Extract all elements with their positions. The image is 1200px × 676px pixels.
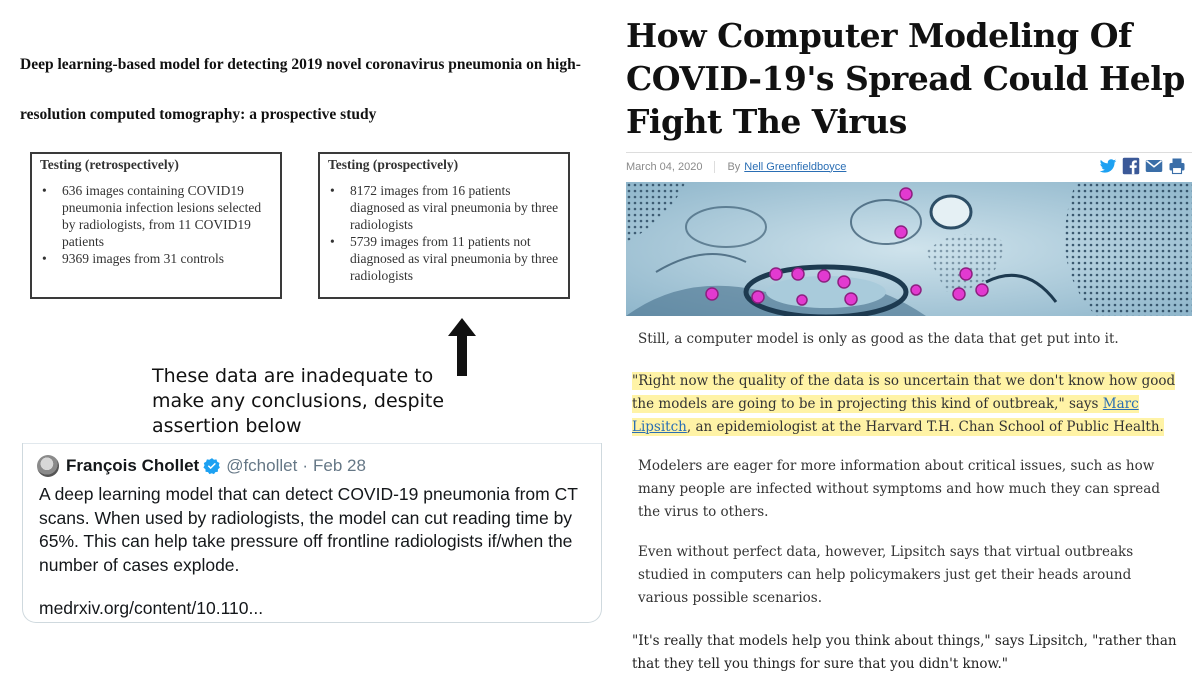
twitter-icon[interactable] xyxy=(1099,157,1117,175)
separator-dot: · xyxy=(302,456,308,475)
email-icon[interactable] xyxy=(1145,157,1163,175)
marc-lipsitch-link[interactable]: Marc Lipsitch xyxy=(632,396,1139,435)
list-item: • 636 images containing COVID19 pneumonia infection lesions selected by radiologists, from 11 COVID19 patients xyxy=(40,182,272,250)
list-item: • 9369 images from 31 controls xyxy=(40,250,272,267)
article-meta-bar xyxy=(626,152,1192,180)
article-paragraph: Modelers are eager for more information about critical issues, such as how many people are infected without symptoms and how much they can spread the virus to others. xyxy=(638,458,1160,520)
share-toolbar xyxy=(1099,157,1186,175)
print-icon[interactable] xyxy=(1168,157,1186,175)
box-title: Testing (prospectively) xyxy=(328,157,459,172)
tweet-handle[interactable]: @fchollet xyxy=(226,456,298,475)
list-item: • 5739 images from 11 patients not diagnosed as viral pneumonia by three radiologists xyxy=(328,233,560,284)
verified-badge-icon xyxy=(203,457,221,475)
author-link[interactable]: Nell Greenfieldboyce xyxy=(744,160,847,173)
tweet-text: A deep learning model that can detect COVID-19 pneumonia from CT scans. When used by radiologists, the model can cut reading time by 65%. This can help take pressure off frontline radiologists if/when the number of cases explode. xyxy=(39,484,578,575)
quote-text: "Right now the quality of the data is so uncertain that we don't know how good the models are going to be in projecting this kind of outbreak," says xyxy=(632,373,1176,412)
paper-title: Deep learning-based model for detecting 2019 novel coronavirus pneumonia on high-resolution computed tomography: a prospective study xyxy=(20,56,581,123)
box-list xyxy=(328,182,560,284)
micrograph-graphic xyxy=(626,182,1192,316)
retrospective-testing-box xyxy=(30,152,282,299)
tweet-header xyxy=(37,453,366,479)
tweet-date[interactable]: Feb 28 xyxy=(312,456,366,475)
tweet-author-name[interactable]: François Chollet xyxy=(66,456,200,475)
article-date: March 04, 2020 xyxy=(626,161,715,173)
box-title: Testing (retrospectively) xyxy=(40,157,179,172)
box-list xyxy=(40,182,272,267)
article-paragraph: Even without perfect data, however, Lipsitch says that virtual outbreaks studied in computers can help policymakers just get their heads around various possible scenarios. xyxy=(638,544,1134,606)
facebook-icon[interactable] xyxy=(1122,157,1140,175)
tweet-link[interactable]: medrxiv.org/content/10.110... xyxy=(39,598,264,618)
list-item: • 8172 images from 16 patients diagnosed as viral pneumonia by three radiologists xyxy=(328,182,560,233)
quote-tail: , an epidemiologist at the Harvard T.H. Chan School of Public Health. xyxy=(686,419,1164,435)
avatar[interactable] xyxy=(37,455,59,477)
annotation-comment: These data are inadequate to make any conclusions, despite assertion below xyxy=(152,365,445,437)
virus-micrograph-image xyxy=(626,182,1192,316)
article-paragraph: "It's really that models help you think about things," says Lipsitch, "rather than that they tell you things for sure that you didn't know." xyxy=(632,633,1177,672)
byline-label: By xyxy=(727,160,741,173)
highlighted-quote xyxy=(632,372,1175,436)
tweet-card[interactable] xyxy=(22,443,602,623)
article-headline: How Computer Modeling Of COVID-19's Spread Could Help Fight The Virus xyxy=(626,16,1185,141)
highlighted-quote-paragraph xyxy=(632,370,1180,439)
article-paragraph: Still, a computer model is only as good as the data that get put into it. xyxy=(638,331,1119,347)
prospective-testing-box xyxy=(318,152,570,299)
